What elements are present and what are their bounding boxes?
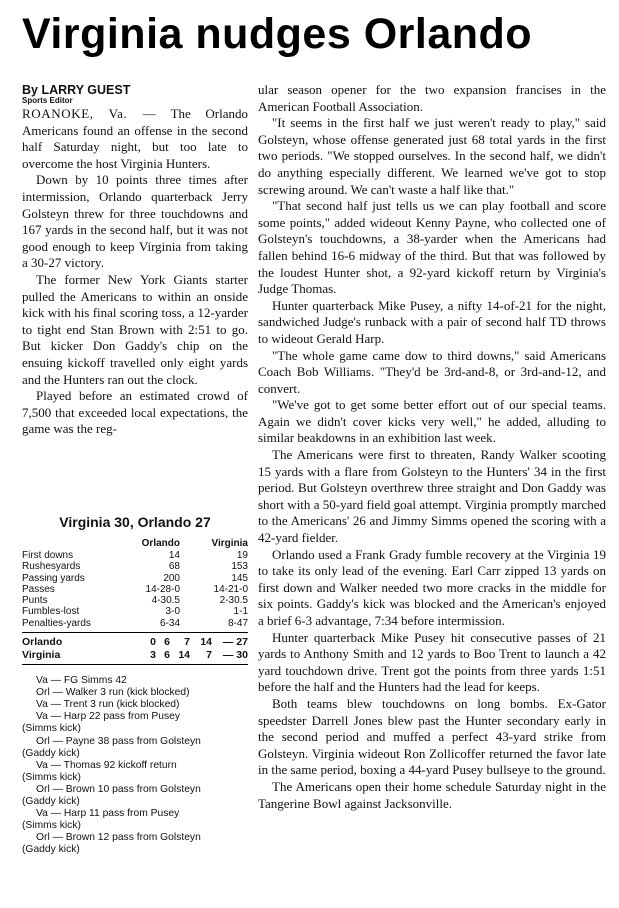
- stat-row: [22, 595, 248, 606]
- scoring-play: Orl — Walker 3 run (kick blocked): [36, 687, 190, 699]
- article-paragraph: Orlando used a Frank Grady fumble recovery at the Virginia 19 to take its only lead of the evening. Earl Carr zipped 13 yards on first down and Walker needed two more cracks in the middle for six points. Gaddy's kick was blocked and the American's enjoyed a brief 6-3 advantage, 7:34 before intermission.: [258, 546, 606, 628]
- quarter-score: 6: [164, 648, 170, 661]
- team-stats-table: [22, 537, 248, 629]
- scoring-play: Orl — Payne 38 pass from Golsteyn: [36, 735, 201, 747]
- virginia-stat: 8-47: [227, 617, 248, 629]
- scoring-play-detail: (Gaddy kick): [22, 747, 80, 759]
- article-paragraph: "We've got to get some better effort out of our special teams. Again we didn't cover kicks very well," he added, alluding to similar beakdowns in an exhibition last week.: [258, 397, 606, 446]
- stat-label: Rushesyards: [22, 561, 81, 573]
- article-paragraph: The Americans were first to threaten, Randy Walker scooting 15 yards with a flare from Golsteyn to the Hunters' 34 in the first period. But Golsteyn overthrew three straight and Don Gaddy was short with a 50-yard field goal attempt. Virginia promptly marched to the Americans' 26 and Jimmy Simms opened the scoring with a 42-yard fielder.: [258, 447, 606, 546]
- scoring-play: Orl — Brown 12 pass from Golsteyn: [36, 832, 201, 844]
- virginia-stat: 1-1: [233, 606, 248, 618]
- dateline: ROANOKE, Va. —: [22, 106, 157, 121]
- article-paragraph: ular season opener for the two expansion francises in the American Football Association.: [258, 82, 606, 114]
- byline-author: By LARRY GUEST: [22, 83, 131, 97]
- article-paragraph: Hunter quarterback Mike Pusey, a nifty 14-of-21 for the night, sandwiched Judge's runback with a pair of second half TD throws to wideout Gerald Harp.: [258, 297, 606, 346]
- scoring-play: Va — Thomas 92 kickoff return: [36, 759, 177, 771]
- orlando-stat: 3-0: [165, 606, 180, 618]
- stat-label: Passes: [22, 583, 55, 595]
- stat-row: [22, 573, 248, 584]
- byline-role: Sports Editor: [22, 96, 73, 105]
- quarter-score: 14: [200, 636, 212, 649]
- article-paragraph: "It seems in the first half we just weren't ready to play," said Golsteyn, whose offense generated just 68 total yards in the first two periods. "We stopped ourselves. In the second half, we didn't do anything especially different. We learned we've got to stop screwing around. We can't waste a half like that.": [258, 115, 606, 197]
- stat-label: Fumbles-lost: [22, 606, 80, 618]
- stat-row: [22, 606, 248, 617]
- header-virginia: Virginia: [211, 538, 248, 549]
- orlando-stat: 200: [163, 572, 180, 584]
- scoring-play: Va — FG Simms 42: [36, 675, 127, 687]
- stat-label: First downs: [22, 550, 74, 561]
- scoring-play: Va — Harp 22 pass from Pusey: [36, 711, 181, 723]
- paragraph-text: The Orlando Americans found an offense in the second half Saturday night, but too late to overcome the host Virginia Hunters.: [22, 106, 249, 171]
- quarter-score: 6: [164, 636, 170, 649]
- article-paragraph: [22, 388, 248, 438]
- article-paragraph: Hunter quarterback Mike Pusey hit consecutive passes of 21 yards to Anthony Smith and 12 yards to Boo Trent to launch a 42 yard touchdown drive. Trent got the points from three yards 1:51 before the half and the Hunters had the lead for keeps.: [258, 629, 606, 695]
- quarter-score: 0: [150, 636, 156, 649]
- orlando-stat: 14-28-0: [145, 583, 180, 595]
- total-score: — 27: [222, 636, 248, 649]
- scoring-play: Va — Trent 3 run (kick blocked): [36, 699, 180, 711]
- right-article-body: [258, 82, 606, 812]
- virginia-stat: 2-30.5: [219, 595, 248, 607]
- article-paragraph: [22, 172, 248, 272]
- quarter-score: 3: [150, 648, 156, 661]
- scoring-play-detail: (Simms kick): [22, 723, 81, 735]
- orlando-stat: 68: [168, 561, 180, 573]
- quarter-score: 7: [184, 636, 190, 649]
- stat-row: [22, 550, 248, 561]
- virginia-stat: 153: [231, 561, 248, 573]
- box-score: [22, 512, 248, 856]
- quarter-score: 14: [178, 648, 190, 661]
- team-name: Virginia: [22, 648, 61, 661]
- headline: Virginia nudges Orlando: [22, 10, 533, 58]
- divider: [22, 664, 248, 665]
- virginia-stat: 19: [236, 550, 248, 561]
- stat-label: Punts: [22, 595, 48, 607]
- article-paragraph: "That second half just tells us we can play football and score some points," added wideout Kenny Payne, who collected one of Golsteyn's touchdowns, a 38-yarder when the Americans had fallen behind 16-6 midway of the third. But that was followed by the loudest Hunter shot, a 92-yard kickoff return by Virginia's Judge Thomas.: [258, 198, 606, 297]
- scoring-play-detail: (Gaddy kick): [22, 844, 80, 856]
- paragraph-text: Played before an estimated crowd of 7,500 that exceeded local expectations, the game was the reg-: [22, 388, 248, 437]
- article-paragraph: The Americans open their home schedule Saturday night in the Tangerine Bowl against Jacksonville.: [258, 778, 606, 811]
- paragraph-text: Down by 10 points three times after intermission, Orlando quarterback Jerry Golsteyn threw for three touchdowns and 167 yards in the second half, but it was not good enough to keep Virginia from taking a 30-27 victory.: [22, 172, 248, 271]
- linescore-row: [22, 636, 248, 649]
- scoring-play: Va — Harp 11 pass from Pusey: [36, 808, 180, 820]
- stat-label: Penalties-yards: [22, 617, 91, 629]
- left-article-body: [22, 106, 248, 438]
- quarter-score: 7: [206, 648, 212, 661]
- orlando-stat: 6-34: [159, 617, 180, 629]
- divider: [22, 632, 248, 633]
- right-column: [258, 82, 606, 812]
- scoring-play-detail: (Simms kick): [22, 771, 81, 783]
- scoring-play-detail: (Simms kick): [22, 820, 81, 832]
- box-score-title: Virginia 30, Orlando 27: [59, 514, 211, 530]
- article-paragraph: [22, 272, 248, 388]
- total-score: — 30: [222, 648, 248, 661]
- scoring-play-detail: (Gaddy kick): [22, 796, 80, 808]
- left-column: [22, 82, 248, 438]
- team-name: Orlando: [22, 636, 63, 649]
- virginia-stat: 145: [231, 572, 248, 584]
- article-paragraph: [22, 106, 248, 172]
- scoring-play: Orl — Brown 10 pass from Golsteyn: [36, 783, 201, 795]
- header-orlando: Orlando: [141, 538, 180, 549]
- virginia-stat: 14-21-0: [213, 583, 248, 595]
- stat-row: [22, 584, 248, 595]
- orlando-stat: 14: [168, 550, 180, 561]
- stat-row: [22, 561, 248, 572]
- linescore-row: [22, 649, 248, 662]
- orlando-stat: 4-30.5: [151, 595, 180, 607]
- article-paragraph: "The whole game came dow to third downs," said Americans Coach Bob Williams. "They'd be 3rd-and-8, or 3rd-and-12, and convert.: [258, 347, 606, 396]
- linescore-table: [22, 636, 248, 661]
- stat-row: [22, 618, 248, 629]
- scoring-summary: [22, 675, 248, 856]
- paragraph-text: The former New York Giants starter pulled the Americans to within an onside kick with his final scoring toss, a 12-yarder to tight end Stan Brown with 2:51 to go. But kicker Don Gaddy's chip on the ensuing kickoff travelled only eight yards and the Hunters ran out the clock.: [22, 271, 248, 387]
- article-paragraph: Both teams blew touchdowns on long bombs. Ex-Gator speedster Darrell Jones blew past the Hunter secondary early in the second period and muffed a perfect 43-yard strike from Golsteyn. Virginia wideout Ron Zollicoffer returned the favor late in the same period, boxing a 44-yard Pusey bullseye to the ground.: [258, 695, 606, 778]
- stat-label: Passing yards: [22, 572, 85, 584]
